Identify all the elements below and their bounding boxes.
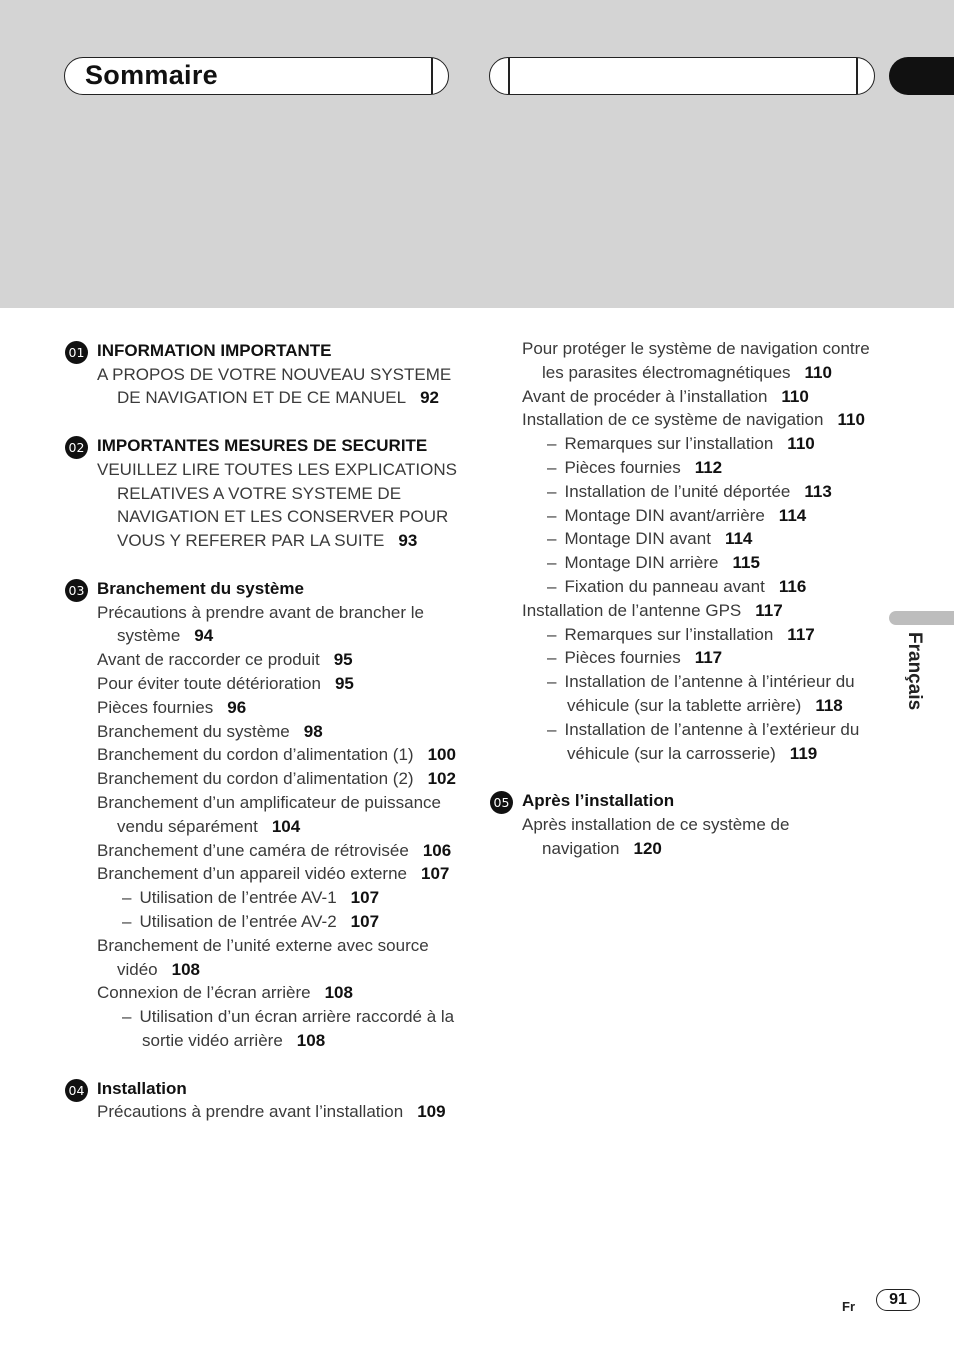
- dash-bullet: –: [547, 648, 557, 668]
- entry-page-number: 110: [781, 386, 809, 406]
- entry-text: Branchement du système: [97, 721, 290, 741]
- entry-text: Précautions à prendre avant de brancher le système: [97, 602, 424, 646]
- section-heading-text: Branchement du système: [97, 578, 304, 598]
- entry-text: Utilisation d’un écran arrière raccordé à la sortie vidéo arrière: [139, 1007, 455, 1050]
- entry-text: Précautions à prendre avant l’installation: [97, 1102, 404, 1122]
- entry-page-number: 93: [398, 531, 418, 551]
- entry-page-number: 95: [334, 673, 354, 693]
- toc-section: [489, 337, 889, 765]
- entry-page-number: 117: [755, 600, 783, 620]
- dash-bullet: –: [547, 505, 557, 525]
- section-heading: [64, 577, 464, 601]
- entry-text: Remarques sur l’installation: [564, 624, 774, 644]
- entry-page-number: 106: [422, 840, 452, 860]
- dash-bullet: –: [122, 1007, 132, 1027]
- entry-text: Montage DIN avant: [564, 529, 711, 549]
- entry-text: Remarques sur l’installation: [564, 434, 774, 454]
- section-number-badge: 03: [65, 579, 88, 602]
- toc-section: [489, 789, 889, 860]
- entry-page-number: 116: [778, 576, 807, 596]
- entry-text: Fixation du panneau avant: [564, 576, 765, 596]
- dash-bullet: –: [547, 434, 557, 454]
- toc-subentry[interactable]: [489, 575, 889, 599]
- toc-subentry[interactable]: [64, 910, 464, 934]
- section-gap: [64, 410, 464, 434]
- page-number: 91: [876, 1289, 920, 1311]
- dash-bullet: –: [122, 888, 132, 908]
- dash-bullet: –: [547, 457, 557, 477]
- entry-text: Pour protéger le système de navigation contre les parasites électromagnétiques: [522, 339, 870, 382]
- dash-bullet: –: [547, 672, 557, 692]
- entry-page-number: 92: [420, 388, 439, 408]
- section-number-badge: 04: [65, 1079, 88, 1102]
- entry-page-number: 113: [804, 481, 832, 501]
- entry-text: Pièces fournies: [97, 697, 214, 717]
- toc-entry[interactable]: [64, 1100, 464, 1124]
- toc-entry[interactable]: [64, 743, 464, 767]
- toc-left-column: [64, 339, 464, 1124]
- entry-text: Branchement d’une caméra de rétrovisée: [97, 840, 409, 860]
- toc-right-column: [489, 337, 889, 861]
- toc-subentry[interactable]: [489, 623, 889, 647]
- blank-box-divider-left: [508, 58, 510, 94]
- entry-page-number: 96: [227, 697, 247, 717]
- entry-text: Branchement du cordon d’alimentation (1): [97, 745, 414, 765]
- entry-text: A PROPOS DE VOTRE NOUVEAU SYSTEME DE NAVIGATION ET DE CE MANUEL: [97, 364, 452, 408]
- section-number-badge: 02: [65, 436, 88, 459]
- entry-text: VEUILLEZ LIRE TOUTES LES EXPLICATIONS RELATIVES A VOTRE SYSTEME DE NAVIGATION ET LES CONSERVER POUR VOUS Y REFERER PAR LA SUITE: [97, 459, 457, 551]
- toc-subentry[interactable]: [489, 456, 889, 480]
- toc-subentry[interactable]: [489, 646, 889, 670]
- page-title: Sommaire: [85, 60, 218, 90]
- entry-text: Utilisation de l’entrée AV-2: [139, 911, 337, 931]
- entry-page-number: 94: [194, 626, 214, 646]
- entry-page-number: 114: [778, 505, 807, 525]
- entry-page-number: 108: [171, 959, 201, 979]
- title-box-divider: [431, 58, 433, 94]
- entry-text: Branchement de l’unité externe avec source vidéo: [97, 935, 429, 979]
- toc-entry[interactable]: [64, 981, 464, 1005]
- entry-page-number: 107: [420, 864, 450, 884]
- section-gap: [489, 765, 889, 789]
- section-heading: [64, 1077, 464, 1101]
- language-tab-marker: [889, 611, 954, 625]
- toc-entry[interactable]: [64, 720, 464, 744]
- entry-text: Installation de l’antenne GPS: [522, 600, 742, 620]
- section-heading-text: IMPORTANTES MESURES DE SECURITE: [97, 436, 428, 456]
- toc-subentry[interactable]: [489, 432, 889, 456]
- entry-page-number: 120: [633, 838, 662, 858]
- entry-text: Pour éviter toute détérioration: [97, 673, 321, 693]
- toc-entry[interactable]: [64, 934, 464, 982]
- dash-bullet: –: [547, 529, 557, 549]
- toc-section: [64, 434, 464, 553]
- entry-text: Pièces fournies: [564, 457, 681, 477]
- toc-entry[interactable]: [64, 672, 464, 696]
- entry-page-number: 100: [427, 745, 456, 765]
- section-heading: [64, 339, 464, 363]
- dash-bullet: –: [547, 576, 557, 596]
- toc-entry[interactable]: [64, 839, 464, 863]
- toc-entry[interactable]: [489, 408, 889, 432]
- entry-page-number: 110: [837, 410, 865, 430]
- toc-entry[interactable]: [64, 791, 464, 839]
- entry-page-number: 95: [333, 650, 353, 670]
- dash-bullet: –: [547, 553, 557, 573]
- toc-section: [64, 577, 464, 1053]
- entry-text: Connexion de l’écran arrière: [97, 983, 311, 1003]
- entry-text: Installation de l’unité déportée: [564, 481, 791, 501]
- entry-page-number: 118: [815, 695, 843, 715]
- dash-bullet: –: [547, 719, 557, 739]
- toc-subentry[interactable]: [489, 551, 889, 575]
- entry-page-number: 108: [324, 983, 353, 1003]
- section-heading: [64, 434, 464, 458]
- dash-bullet: –: [547, 481, 557, 501]
- toc-entry[interactable]: [489, 385, 889, 409]
- title-box: [64, 57, 449, 95]
- chapter-tab: [889, 57, 954, 95]
- toc-entry[interactable]: [64, 862, 464, 886]
- entry-page-number: 102: [427, 769, 456, 789]
- section-heading-text: Installation: [97, 1078, 187, 1098]
- toc-subentry[interactable]: [64, 886, 464, 910]
- dash-bullet: –: [547, 624, 557, 644]
- entry-text: Installation de ce système de navigation: [522, 410, 824, 430]
- section-number-badge: 05: [490, 791, 513, 814]
- section-heading-text: Après l’installation: [522, 791, 675, 811]
- section-gap: [64, 1053, 464, 1077]
- header-band: [0, 0, 954, 308]
- section-heading-text: INFORMATION IMPORTANTE: [97, 341, 332, 360]
- toc-subentry[interactable]: [64, 1005, 464, 1053]
- toc-entry[interactable]: [64, 648, 464, 672]
- toc-entry[interactable]: [64, 458, 464, 553]
- toc-subentry[interactable]: [489, 718, 889, 766]
- dash-bullet: –: [122, 911, 132, 931]
- blank-header-box: [489, 57, 875, 95]
- entry-text: Installation de l’antenne à l’intérieur du véhicule (sur la tablette arrière): [564, 672, 855, 715]
- section-gap: [64, 553, 464, 577]
- entry-page-number: 107: [350, 888, 380, 908]
- entry-page-number: 114: [724, 529, 753, 549]
- section-number-badge: 01: [65, 341, 88, 364]
- entry-page-number: 109: [417, 1102, 446, 1122]
- entry-page-number: 107: [350, 911, 380, 931]
- toc-entry[interactable]: [489, 813, 889, 861]
- entry-text: Branchement d’un appareil vidéo externe: [97, 864, 407, 884]
- entry-page-number: 110: [804, 362, 832, 382]
- entry-text: Branchement du cordon d’alimentation (2): [97, 769, 414, 789]
- toc-entry[interactable]: [64, 767, 464, 791]
- toc-section: [64, 1077, 464, 1124]
- toc-subentry[interactable]: [489, 670, 889, 718]
- toc-subentry[interactable]: [489, 504, 889, 528]
- entry-text: Pièces fournies: [564, 648, 681, 668]
- entry-page-number: 98: [303, 721, 323, 741]
- entry-page-number: 112: [694, 457, 723, 477]
- entry-page-number: 117: [694, 648, 723, 668]
- toc-subentry[interactable]: [489, 527, 889, 551]
- toc-entry[interactable]: [64, 601, 464, 649]
- entry-text: Montage DIN avant/arrière: [564, 505, 765, 525]
- entry-text: Après installation de ce système de navigation: [522, 814, 790, 858]
- entry-page-number: 117: [787, 624, 815, 644]
- language-tab-label: Français: [904, 632, 925, 711]
- entry-page-number: 104: [271, 816, 301, 836]
- language-code: Fr: [842, 1299, 855, 1314]
- entry-page-number: 110: [787, 434, 815, 454]
- entry-text: Utilisation de l’entrée AV-1: [139, 888, 337, 908]
- entry-text: Installation de l’antenne à l’extérieur du véhicule (sur la carrosserie): [564, 719, 860, 763]
- toc-section: [64, 339, 464, 410]
- entry-text: Montage DIN arrière: [564, 553, 719, 573]
- section-heading: [489, 789, 889, 813]
- entry-text: Avant de raccorder ce produit: [97, 650, 320, 670]
- entry-page-number: 119: [789, 743, 818, 763]
- entry-page-number: 108: [296, 1030, 326, 1050]
- toc-entry[interactable]: [64, 363, 464, 411]
- entry-page-number: 115: [732, 553, 760, 573]
- toc-subentry[interactable]: [489, 480, 889, 504]
- toc-entry[interactable]: [64, 696, 464, 720]
- entry-text: Avant de procéder à l’installation: [522, 386, 768, 406]
- toc-entry[interactable]: [489, 337, 889, 385]
- blank-box-divider-right: [856, 58, 858, 94]
- entry-text: Branchement d’un amplificateur de puissance vendu séparément: [97, 792, 441, 836]
- toc-entry[interactable]: [489, 599, 889, 623]
